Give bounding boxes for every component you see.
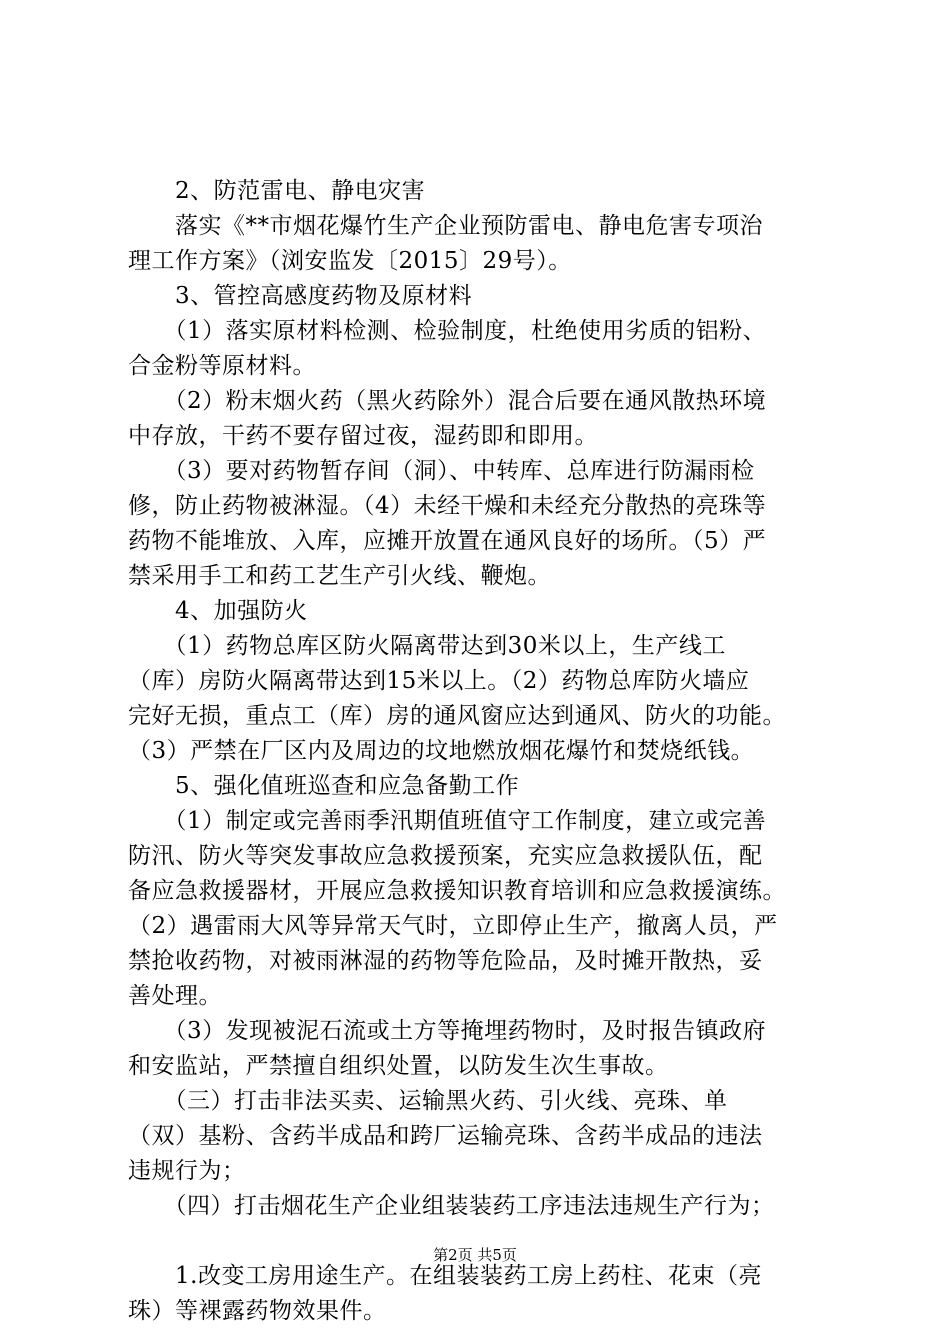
paragraph-line: 珠）等裸露药物效果件。 — [128, 1298, 387, 1324]
paragraph-line: 落实《**市烟花爆竹生产企业预防雷电、静电危害专项治 — [128, 213, 763, 239]
paragraph-line: 1.改变工房用途生产。在组装装药工房上药柱、花束（亮 — [128, 1263, 762, 1289]
paragraph-line: （3）严禁在厂区内及周边的坟地燃放烟花爆竹和焚烧纸钱。 — [128, 738, 755, 764]
paragraph-line: （2）粉末烟火药（黑火药除外）混合后要在通风散热环境 — [128, 388, 767, 414]
paragraph-line: （2）遇雷雨大风等异常天气时，立即停止生产，撤离人员，严 — [128, 913, 778, 939]
page-number-footer: 第2页 共5页 — [433, 1246, 517, 1264]
paragraph-line: （库）房防火隔离带达到15米以上。（2）药物总库防火墙应 — [128, 668, 750, 694]
section-heading-illegal-assembly: （四）打击烟花生产企业组装装药工序违法违规生产行为； — [128, 1193, 775, 1219]
paragraph-line: 修，防止药物被淋湿。（4）未经干燥和未经充分散热的亮珠等 — [128, 493, 767, 519]
paragraph-line: 善处理。 — [128, 983, 222, 1009]
paragraph-line: 中存放，干药不要存留过夜，湿药即和即用。 — [128, 423, 598, 449]
section-heading-sensitive-materials: 3、管控高感度药物及原材料 — [128, 283, 473, 309]
section-heading-fire-prevention: 4、加强防火 — [128, 598, 308, 624]
paragraph-line: 药物不能堆放、入库，应摊开放置在通风良好的场所。（5）严 — [128, 528, 767, 554]
paragraph-line: （3）发现被泥石流或土方等掩埋药物时，及时报告镇政府 — [128, 1018, 767, 1044]
section-heading-lightning: 2、防范雷电、静电灾害 — [128, 178, 426, 204]
paragraph-line: （1）药物总库区防火隔离带达到30米以上，生产线工 — [128, 633, 726, 659]
paragraph-line: 禁采用手工和药工艺生产引火线、鞭炮。 — [128, 563, 551, 589]
paragraph-line: （双）基粉、含药半成品和跨厂运输亮珠、含药半成品的违法 — [128, 1123, 763, 1149]
paragraph-line: （1）落实原材料检测、检验制度，杜绝使用劣质的铝粉、 — [128, 318, 767, 344]
section-heading-illegal-trade: （三）打击非法买卖、运输黑火药、引火线、亮珠、单 — [128, 1088, 728, 1114]
paragraph-line: 禁抢收药物，对被雨淋湿的药物等危险品，及时摊开散热，妥 — [128, 948, 763, 974]
paragraph-line: 备应急救援器材，开展应急救援知识教育培训和应急救援演练。 — [128, 878, 786, 904]
paragraph-line: 理工作方案》（浏安监发〔2015〕29号）。 — [128, 248, 572, 274]
paragraph-line: 和安监站，严禁擅自组织处置，以防发生次生事故。 — [128, 1053, 669, 1079]
paragraph-line: 完好无损，重点工（库）房的通风窗应达到通风、防火的功能。 — [128, 703, 786, 729]
paragraph-line: 防汛、防火等突发事故应急救援预案，充实应急救援队伍，配 — [128, 843, 763, 869]
paragraph-line: 合金粉等原材料。 — [128, 353, 316, 379]
paragraph-line: （1）制定或完善雨季汛期值班值守工作制度，建立或完善 — [128, 808, 767, 834]
paragraph-line: 违规行为； — [128, 1158, 246, 1184]
paragraph-line: （3）要对药物暂存间（洞）、中转库、总库进行防漏雨检 — [128, 458, 755, 484]
document-body — [128, 174, 838, 1329]
section-heading-duty-patrol: 5、强化值班巡查和应急备勤工作 — [128, 773, 520, 799]
